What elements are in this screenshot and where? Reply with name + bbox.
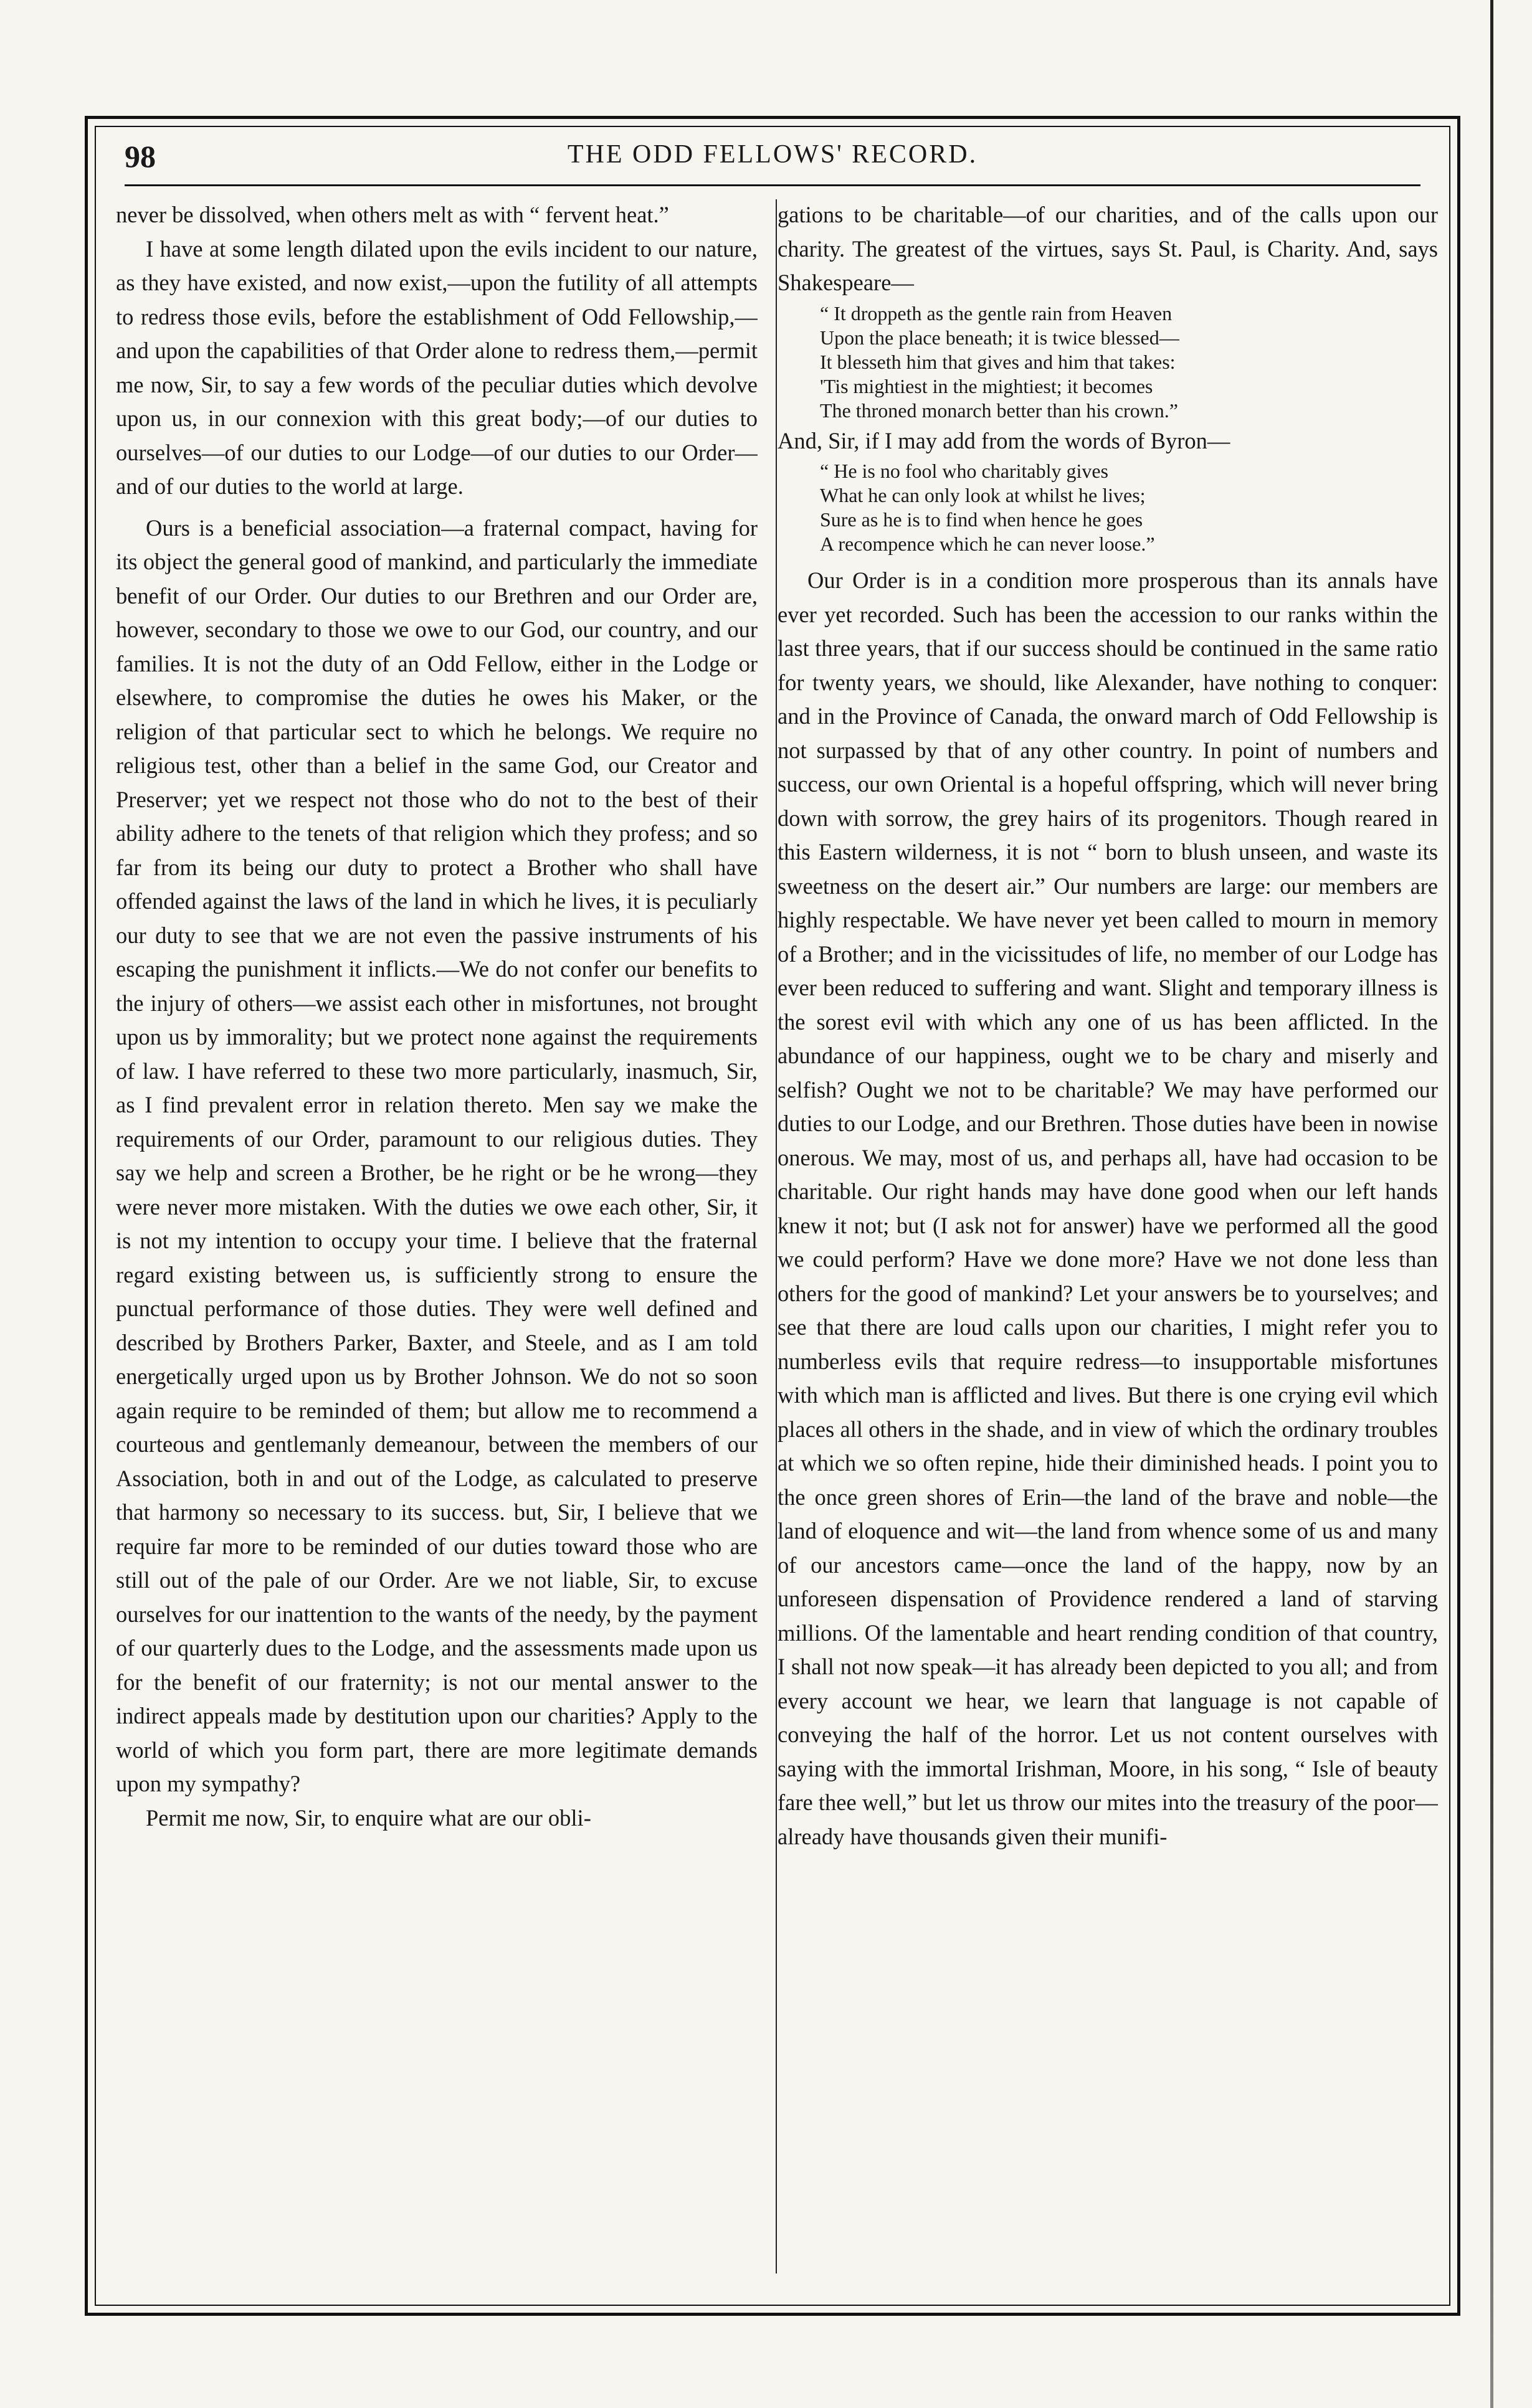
paragraph: I have at some length dilated upon the evils incident to our nature, as they have existed, and now exist,—upon the futility of all attempts to redress those evils, before the establishment of Odd Fellowship,—and upon the capabilities of that Order alone to redress them,—permit me now, Sir, to say a few words of the peculiar duties which devolve upon us, in our connexion with this great body;—of our duties to ourselves—of our duties to our Lodge—of our duties to our Order—and of our duties to the world at large. — [116, 235, 758, 499]
paragraph: Ours is a beneficial association—a fraternal compact, having for its object the general good of mankind, and particularly the immediate benefit of our Order. Our duties to our Brethren and our Order are, however, secondary to those we owe to our God, our country, and our families. It is not the duty of an Odd Fellow, either in the Lodge or elsewhere, to compromise the duties he owes his Maker, or the religion of that particular sect to which he belongs. We require no religious test, other than a belief in the same God, our Creator and Preserver; yet we respect not those who do not to the best of their ability adhere to the tenets of that religion which they profess; and so far from its being our duty to protect a Brother who shall have offended against the laws of the land in which he lives, it is peculiarly our duty to see that we are not even the passive instruments of his escaping the punishment it inflicts.—We do not confer our benefits to the injury of others—we assist each other in misfortunes, not brought upon us by immorality; but we protect none against the requirements of law. I have referred to these two more particularly, inasmuch, Sir, as I find prevalent error in relation thereto. Men say we make the requirements of our Order, paramount to our religious duties. They say we help and screen a Brother, be he right or be he wrong—they were never more mistaken. With the duties we owe each other, Sir, it is not my intention to occupy your time. I believe that the fraternal regard existing between us, is sufficiently strong to ensure the punctual performance of those duties. They were well defined and described by Brothers Parker, Baxter, and Steele, and as I am told energetically urged upon us by Brother Johnson. We do not so soon again require to be reminded of them; but allow me to recommend a courteous and gentlemanly demeanour, between the members of our Association, both in and out of the Lodge, as calculated to preserve that harmony so necessary to its success. but, Sir, I believe that we require far more to be reminded of our duties toward those who are still out of the pale of our Order. Are we not liable, Sir, to excuse ourselves for our inattention to the wants of the needy, by the payment of our quarterly dues to the Lodge, and the assessments made upon us for the benefit of our fraternity; is not our mental answer to the indirect appeals made by destitution upon our charities? Apply to the world of which you form part, there are more legitimate demands upon my sympathy? — [116, 514, 758, 1796]
paragraph: Permit me now, Sir, to enquire what are our obli- — [146, 1804, 591, 1831]
verse-line: The throned monarch better than his crown.” — [820, 399, 1178, 422]
column-divider — [776, 199, 777, 2273]
verse-line: “ He is no fool who charitably gives — [820, 460, 1108, 482]
verse-line: 'Tis mightiest in the mightiest; it becomes — [820, 374, 1153, 397]
paragraph: never be dissolved, when others melt as with “ fervent heat.” — [116, 202, 669, 227]
verse-line: A recompence which he can never loose.” — [820, 533, 1155, 555]
page-edge-rule — [1490, 0, 1493, 2408]
verse-line: Upon the place beneath; it is twice blessed— — [820, 326, 1179, 349]
paragraph: Our Order is in a condition more prosperous than its annals have ever yet recorded. Such has been the accession to our ranks within the last three years, that if our success should be continued in the same ratio for twenty years, we should, like Alexander, have nothing to conquer: and in the Province of Canada, the onward march of Odd Fellowship is not surpassed by that of any other country. In point of numbers and success, our own Oriental is a hopeful offspring, which will never bring down with sorrow, the grey hairs of its progenitors. Though reared in this Eastern wilderness, it is not “ born to blush unseen, and waste its sweetness on the desert air.” Our numbers are large: our members are highly respectable. We have never yet been called to mourn in memory of a Brother; and in the vicissitudes of life, no member of our Lodge has ever been reduced to suffering and want. Slight and temporary illness is the sorest evil with which any one of us has been afflicted. In the abundance of our happiness, ought we to be chary and miserly and selfish? Ought we not to be charitable? We may have performed our duties to our Lodge, and our Brethren. Those duties have been in nowise onerous. We may, most of us, and perhaps all, have had occasion to be charitable. Our right hands may have done good when our left hands knew it not; but (I ask not for answer) have we performed all the good we could perform? Have we done more? Have we not done less than others for the good of mankind? Let your answers be to yourselves; and see that there are loud calls upon our charities, I might refer you to numberless evils that require redress—to insupportable misfortunes with which man is afflicted and lives. But there is one crying evil which places all others in the shade, and in view of which the ordinary troubles at which we so often repine, hide their diminished heads. I point you to the once green shores of Erin—the land of the brave and noble—the land of eloquence and wit—the land from whence some of us and many of our ancestors came—once the land of the happy, now by an unforeseen dispensation of Providence rendered a land of starving millions. Of the lamentable and heart rending condition of that country, I shall not now speak—it has already been depicted to you all; and from every account we hear, we learn that language is not capable of conveying the half of the horror. Let us not content ourselves with saying with the immortal Irishman, Moore, in his song, “ Isle of beauty fare thee well,” but let us throw our mites into the treasury of the poor—already have thousands given their munifi- — [778, 567, 1438, 1849]
running-title: THE ODD FELLOWS' RECORD. — [567, 140, 978, 169]
page-number: 98 — [125, 139, 156, 174]
verse-shakespeare — [820, 301, 1438, 423]
header-rule — [125, 184, 1420, 186]
verse-line: Sure as he is to find when hence he goes — [820, 508, 1143, 531]
verse-line: “ It droppeth as the gentle rain from Heaven — [820, 301, 1173, 325]
right-column — [778, 198, 1438, 2278]
page-header — [125, 138, 1420, 182]
paragraph: gations to be charitable—of our charities, and of the calls upon our charity. The greatest of the virtues, says St. Paul, is Charity. And, says Shakespeare— — [778, 202, 1438, 295]
verse-line: What he can only look at whilst he lives; — [820, 484, 1146, 506]
paragraph: And, Sir, if I may add from the words of Byron— — [778, 427, 1230, 453]
left-column — [116, 198, 758, 2278]
verse-byron — [820, 459, 1438, 556]
verse-line: It blesseth him that gives and him that takes: — [820, 350, 1176, 373]
